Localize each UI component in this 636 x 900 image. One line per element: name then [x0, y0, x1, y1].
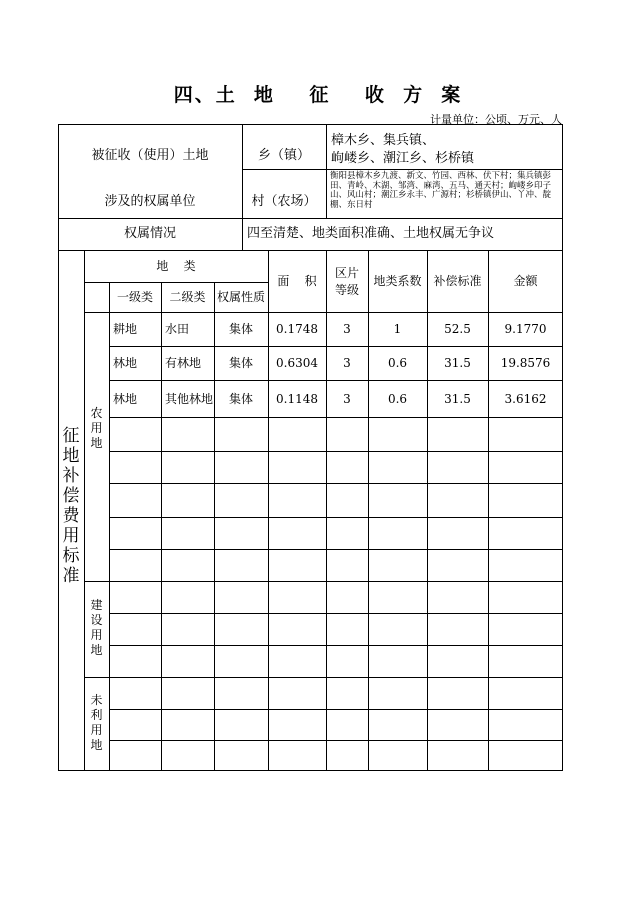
- township-label: 乡（镇）: [257, 148, 310, 163]
- cell-standard: 52.5: [444, 322, 471, 336]
- cell-level1: 林地: [113, 391, 138, 406]
- township-value-line1: 樟木乡、集兵镇、: [331, 133, 436, 148]
- section1-divider-a: [242, 124, 243, 250]
- row-line-9: [109, 613, 563, 614]
- village-label: 村（农场）: [251, 194, 317, 209]
- row-line-3: [109, 417, 563, 418]
- village-value: 衡阳县樟木乡九渡、新文、竹园、西林、伏下村；集兵镇彭田、青岭、木湖、邹湾、麻湾、五马、通天村；岣嵝乡印子山、风山村；潮江乡永丰、广源村；杉桥镇伊山、丫冲、靛棚、东日村: [330, 171, 552, 210]
- cell-level2: 其他林地: [165, 391, 214, 406]
- header-area: 面 积: [277, 274, 317, 288]
- row-line-4: [109, 451, 563, 452]
- section1-divider-b: [326, 124, 327, 218]
- page-title: 四、土 地 征 收 方 案: [173, 84, 463, 106]
- header-level2: 二级类: [169, 290, 206, 304]
- cell-nature: 集体: [228, 322, 253, 336]
- cell-amount: 3.6162: [504, 391, 547, 406]
- row-line-7: [109, 549, 563, 550]
- cell-nature: 集体: [228, 391, 253, 406]
- township-value-line2: 岣嵝乡、潮江乡、杉桥镇: [331, 151, 475, 166]
- land-type-header-line: [84, 282, 268, 283]
- cell-coef: 1: [393, 322, 402, 336]
- group-construction-label: 建 设 用 地: [90, 598, 103, 657]
- row-line-5: [109, 483, 563, 484]
- section1-bottom-line: [58, 218, 563, 219]
- row-line-2: [109, 380, 563, 381]
- grid-v-161: [161, 282, 162, 771]
- cell-area: 0.1748: [276, 322, 318, 336]
- row-line-6: [109, 517, 563, 518]
- row-line-12: [109, 709, 563, 710]
- cell-level1: 耕地: [113, 322, 138, 336]
- affected-units-label-line1: 被征收（使用）土地: [91, 148, 209, 163]
- header-zone-grade-line2: 等级: [334, 283, 359, 297]
- cell-coef: 0.6: [387, 356, 408, 370]
- township-village-divider: [242, 169, 563, 170]
- grid-v-109: [109, 282, 110, 771]
- header-level1: 一级类: [116, 290, 153, 304]
- unit-note: 计量单位：公顷、万元、人: [430, 113, 562, 126]
- header-coefficient: 地类系数: [373, 274, 422, 288]
- cell-grade: 3: [343, 391, 351, 406]
- group-line-construction: [84, 581, 563, 582]
- row-line-1: [109, 346, 563, 347]
- header-comp-standard: 补偿标准: [433, 274, 482, 288]
- group-agricultural-label: 农 用 地: [90, 406, 103, 450]
- cell-grade: 3: [343, 322, 351, 336]
- group-unused-label: 未 利 用 地: [90, 693, 103, 752]
- cell-level1: 林地: [113, 356, 138, 370]
- header-amount: 金额: [513, 274, 538, 288]
- group-line-unused: [84, 677, 563, 678]
- cell-level2: 水田: [165, 322, 190, 336]
- row-line-10: [109, 645, 563, 646]
- cell-standard: 31.5: [444, 356, 471, 370]
- header-ownership-nature: 权属性质: [216, 290, 265, 304]
- cell-area: 0.1148: [276, 391, 318, 406]
- cell-area: 0.6304: [276, 356, 318, 370]
- cell-grade: 3: [343, 356, 351, 370]
- compensation-standard-label: 征 地 补 偿 费 用 标 准: [62, 426, 80, 586]
- header-bottom-line: [84, 312, 563, 313]
- ownership-value: 四至清楚、地类面积准确、土地权属无争议: [247, 226, 495, 241]
- cell-nature: 集体: [228, 356, 253, 370]
- cell-coef: 0.6: [387, 391, 408, 406]
- header-land-type: 地 类: [156, 259, 196, 273]
- row-line-13: [109, 740, 563, 741]
- header-zone-grade-line1: 区片: [334, 266, 359, 280]
- affected-units-label-line2: 涉及的权属单位: [104, 194, 196, 209]
- cell-standard: 31.5: [444, 391, 471, 406]
- ownership-label: 权属情况: [123, 226, 176, 241]
- cell-amount: 19.8576: [500, 356, 551, 370]
- cell-amount: 9.1770: [504, 322, 547, 336]
- cell-level2: 有林地: [165, 356, 202, 370]
